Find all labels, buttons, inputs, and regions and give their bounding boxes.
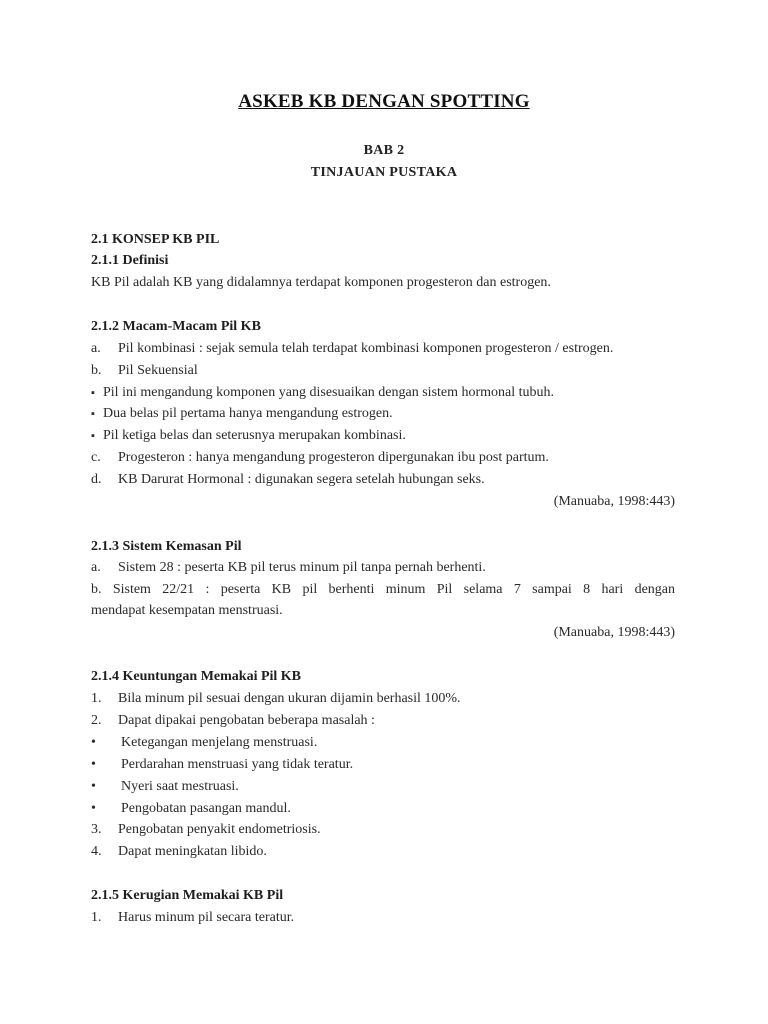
list-marker: b. [91,363,102,378]
section-heading-2-1-2: 2.1.2 Macam-Macam Pil KB [91,319,261,334]
bullet-item [91,799,675,819]
list-marker: d. [91,472,102,487]
bullet-item [91,733,675,753]
list-item-text: Sistem 28 : peserta KB pil terus minum pil tanpa pernah berhenti. [118,560,486,575]
list-item-text: b. Sistem 22/21 : peserta KB pil berhenti minum Pil selama 7 sampai 8 hari dengan [91,582,675,597]
list-item-text: Pil kombinasi : sejak semula telah terdapat kombinasi komponen progesteron / estrogen. [118,341,614,356]
list-marker: 1. [91,910,102,925]
list-item [91,448,675,468]
list-item-text: Progesteron : hanya mengandung progesteron dipergunakan ibu post partum. [118,450,549,465]
list-item [91,558,675,578]
bullet-icon: • [91,735,96,750]
citation: (Manuaba, 1998:443) [553,625,675,640]
list-item-text: Pil Sekuensial [118,363,198,378]
square-bullet-icon: ▪ [91,408,95,420]
list-marker: 3. [91,822,102,837]
list-marker: 4. [91,844,102,859]
square-bullet-icon: ▪ [91,387,95,399]
citation: (Manuaba, 1998:443) [553,494,675,509]
list-item [91,689,675,709]
list-item [91,908,675,928]
list-item-text: Harus minum pil secara teratur. [118,910,295,925]
list-item-text: Nyeri saat mestruasi. [121,779,239,794]
bullet-item [91,755,675,775]
list-item-text: Perdarahan menstruasi yang tidak teratur. [121,757,354,772]
list-item [91,842,675,862]
square-bullet-icon: ▪ [91,430,95,442]
bullet-icon: • [91,801,96,816]
document-title: ASKEB KB DENGAN SPOTTING [238,91,530,112]
list-item-text-continued: mendapat kesempatan menstruasi. [91,603,283,618]
list-item-text: Pengobatan penyakit endometriosis. [118,822,321,837]
chapter-title: TINJAUAN PUSTAKA [310,165,458,180]
list-item [91,470,675,490]
sub-list-item [91,404,675,424]
list-item-text: Pil ketiga belas dan seterusnya merupakan kombinasi. [103,428,406,443]
list-item-text: Dapat meningkatan libido. [118,844,267,859]
section-heading-2-1-1: 2.1.1 Definisi [91,253,169,268]
section-heading-2-1-4: 2.1.4 Keuntungan Memakai Pil KB [91,669,302,684]
bullet-item [91,777,675,797]
list-marker: a. [91,341,101,356]
list-item [91,339,675,359]
sub-list-item [91,383,675,403]
section-heading-2-1-3: 2.1.3 Sistem Kemasan Pil [91,539,242,554]
section-heading-2-1: 2.1 KONSEP KB PIL [91,232,220,247]
list-item [91,820,675,840]
list-item-text: KB Darurat Hormonal : digunakan segera setelah hubungan seks. [118,472,485,487]
bullet-icon: • [91,779,96,794]
list-item-text: Ketegangan menjelang menstruasi. [121,735,318,750]
chapter-number: BAB 2 [363,143,405,158]
definition-text: KB Pil adalah KB yang didalamnya terdapat komponen progesteron dan estrogen. [91,275,551,290]
section-heading-2-1-5: 2.1.5 Kerugian Memakai KB Pil [91,888,284,903]
list-marker: 1. [91,691,102,706]
list-item-text: Dapat dipakai pengobatan beberapa masalah : [118,713,375,728]
list-item-text: Dua belas pil pertama hanya mengandung estrogen. [103,406,393,421]
list-item [91,711,675,731]
list-item-text: Pil ini mengandung komponen yang disesuaikan dengan sistem hormonal tubuh. [103,385,555,400]
list-item-text: Pengobatan pasangan mandul. [121,801,291,816]
list-marker: c. [91,450,101,465]
list-marker: a. [91,560,101,575]
list-item [91,361,675,381]
sub-list-item [91,426,675,446]
bullet-icon: • [91,757,96,772]
list-marker: 2. [91,713,102,728]
list-item-text: Bila minum pil sesuai dengan ukuran dijamin berhasil 100%. [118,691,461,706]
